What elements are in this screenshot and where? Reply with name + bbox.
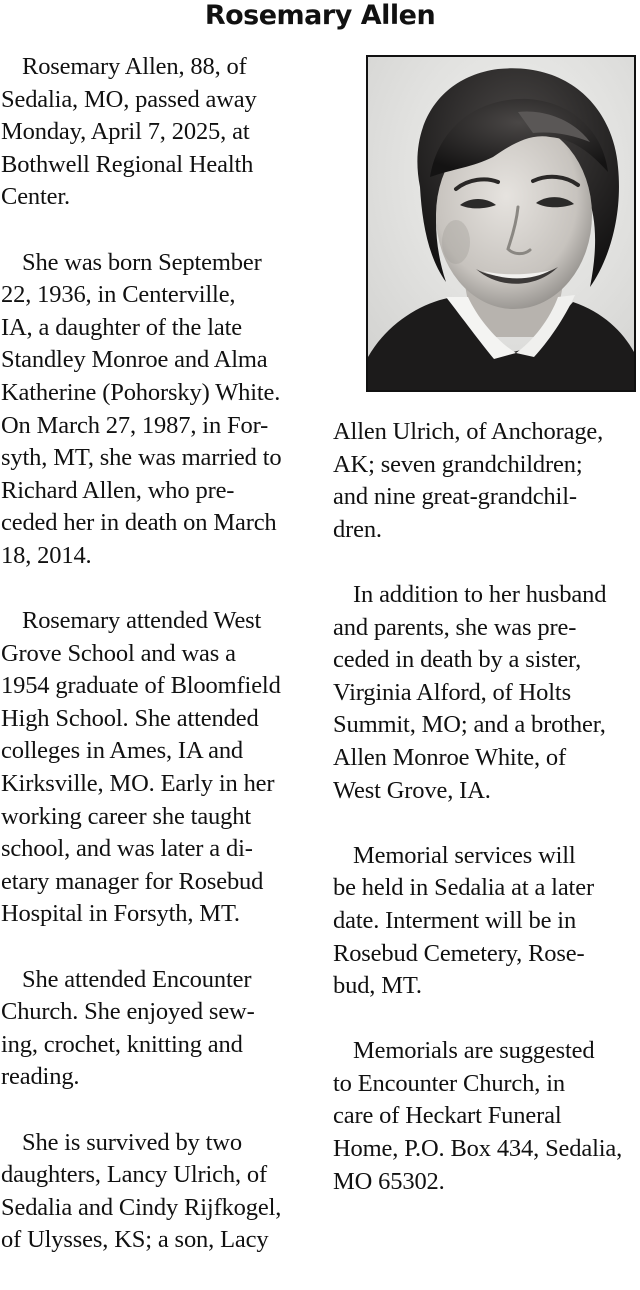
text-line: to Encounter Church, in xyxy=(333,1069,565,1097)
paragraph-birth-marriage xyxy=(1,247,317,573)
text-line: care of Heckart Funeral xyxy=(333,1102,562,1130)
text-line: Memorials are suggested xyxy=(353,1037,595,1065)
text-line: Sedalia, MO, passed away xyxy=(1,85,257,113)
text-line: AK; seven grandchildren; xyxy=(333,450,583,478)
text-line: colleges in Ames, IA and xyxy=(1,737,244,765)
text-line: In addition to her husband xyxy=(353,580,607,608)
paragraph-memorials xyxy=(333,1035,640,1198)
text-line: ing, crochet, knitting and xyxy=(1,1030,243,1058)
text-line: Rosebud Cemetery, Rose- xyxy=(333,939,585,967)
text-line: Center. xyxy=(1,183,71,211)
paragraph-church-hobbies xyxy=(1,964,317,1094)
paragraph-memorial-services xyxy=(333,840,640,1003)
text-line: Virginia Alford, of Holts xyxy=(333,678,571,706)
text-line: 1954 graduate of Bloomfield xyxy=(1,672,281,700)
text-line: Church. She enjoyed sew- xyxy=(1,998,255,1026)
text-line: ceded in death by a sister, xyxy=(333,646,582,674)
portrait-illustration xyxy=(368,57,634,390)
text-line: 18, 2014. xyxy=(1,541,92,569)
text-line: High School. She attended xyxy=(1,704,259,732)
text-line: and nine great-grandchil- xyxy=(333,483,577,511)
text-line: She is survived by two xyxy=(22,1128,242,1156)
text-line: On March 27, 1987, in For- xyxy=(1,411,269,439)
text-line: Allen Ulrich, of Anchorage, xyxy=(333,418,604,445)
text-line: reading. xyxy=(1,1063,80,1091)
text-line: Home, P.O. Box 434, Sedalia, xyxy=(333,1135,623,1163)
text-line: daughters, Lancy Ulrich, of xyxy=(1,1161,268,1189)
text-line: and parents, she was pre- xyxy=(333,613,577,641)
paragraph-survivors-continued xyxy=(333,416,640,546)
text-line: Grove School and was a xyxy=(1,639,236,667)
text-line: ceded her in death on March xyxy=(1,509,277,537)
text-line: dren. xyxy=(333,515,382,543)
text-line: syth, MT, she was married to xyxy=(1,444,282,472)
text-line: Rosemary Allen, 88, of xyxy=(22,53,247,80)
text-line: Sedalia and Cindy Rijfkogel, xyxy=(1,1193,282,1221)
text-line: Summit, MO; and a brother, xyxy=(333,711,606,739)
right-column xyxy=(333,416,640,1231)
text-line: She was born September xyxy=(22,248,262,276)
portrait-photo xyxy=(366,55,636,392)
text-line: Memorial services will xyxy=(353,841,576,869)
text-line: Monday, April 7, 2025, at xyxy=(1,118,250,146)
obituary-title: Rosemary Allen xyxy=(204,0,436,31)
text-line: school, and was later a di- xyxy=(1,835,253,863)
text-line: West Grove, IA. xyxy=(333,776,491,804)
text-line: 22, 1936, in Centerville, xyxy=(1,281,236,309)
left-column xyxy=(1,51,317,1290)
paragraph-survivors xyxy=(1,1127,317,1257)
paragraph-education-career xyxy=(1,605,317,931)
text-line: She attended Encounter xyxy=(22,965,252,993)
text-line: Allen Monroe White, of xyxy=(333,743,567,771)
text-line: working career she taught xyxy=(1,802,251,830)
text-line: be held in Sedalia at a later xyxy=(333,874,594,902)
paragraph-preceded-in-death xyxy=(333,579,640,807)
text-line: IA, a daughter of the late xyxy=(1,313,242,341)
text-line: MO 65302. xyxy=(333,1167,445,1195)
text-line: bud, MT. xyxy=(333,972,422,1000)
text-line: Hospital in Forsyth, MT. xyxy=(1,900,240,928)
text-line: Standley Monroe and Alma xyxy=(1,346,268,374)
text-line: Kirksville, MO. Early in her xyxy=(1,770,275,798)
text-line: of Ulysses, KS; a son, Lacy xyxy=(1,1226,269,1254)
text-line: Richard Allen, who pre- xyxy=(1,476,235,504)
text-line: Rosemary attended West xyxy=(22,607,262,635)
text-line: Bothwell Regional Health xyxy=(1,150,254,178)
text-line: date. Interment will be in xyxy=(333,906,577,934)
text-line: Katherine (Pohorsky) White. xyxy=(1,378,281,406)
paragraph-passing xyxy=(1,51,317,214)
text-line: etary manager for Rosebud xyxy=(1,867,264,895)
